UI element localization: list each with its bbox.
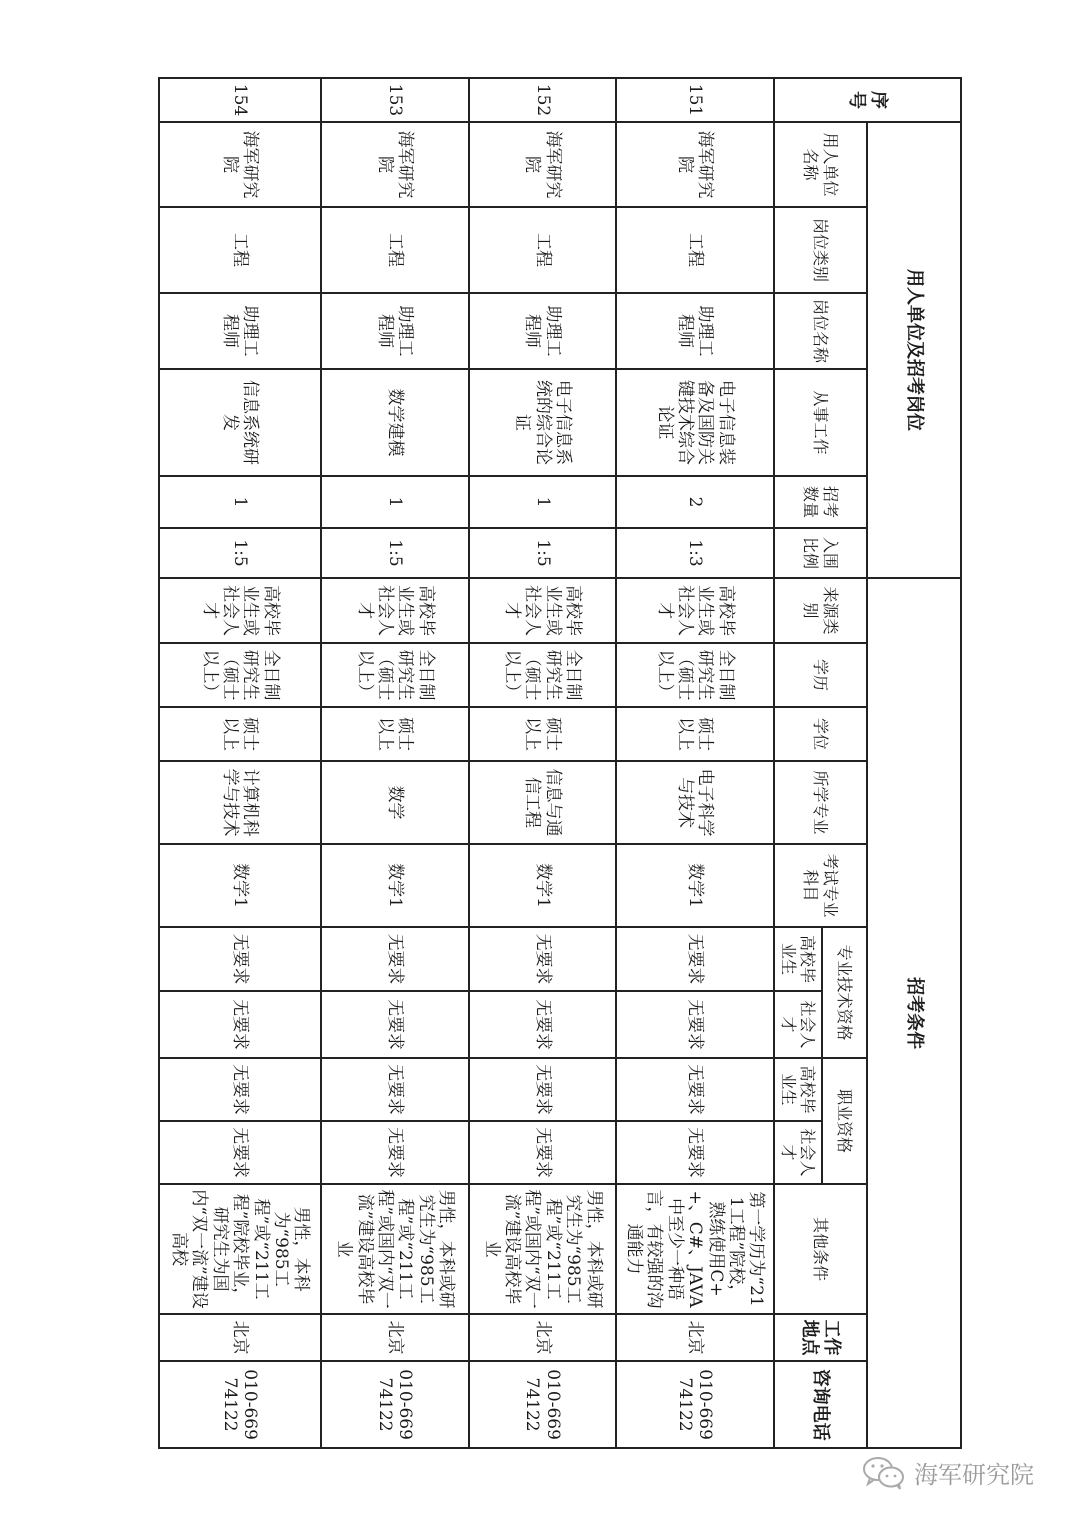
cell-degree: 硕士以上 — [469, 707, 616, 761]
cell-location: 北京 — [616, 1314, 774, 1361]
header-tech-qual: 专业技术资格 — [822, 927, 867, 1058]
recruitment-table-rotated — [160, 77, 962, 1447]
cell-tech-grad: 无要求 — [321, 927, 469, 991]
cell-education: 全日制研究生（硕士以上） — [159, 643, 321, 707]
cell-quota: 1 — [321, 476, 469, 528]
header-post-category: 岗位类别 — [774, 207, 867, 293]
table-row — [321, 78, 469, 1448]
cell-ratio: 1:5 — [469, 528, 616, 578]
cell-tech-social: 无要求 — [469, 991, 616, 1058]
watermark-text: 海军研究院 — [914, 1461, 1034, 1489]
cell-ratio: 1:5 — [159, 528, 321, 578]
cell-tech-grad: 无要求 — [469, 927, 616, 991]
cell-exam-subject: 数学1 — [469, 844, 616, 927]
header-row-sub — [822, 78, 867, 1448]
cell-location: 北京 — [469, 1314, 616, 1361]
cell-voc-grad: 无要求 — [321, 1058, 469, 1121]
recruitment-table — [158, 77, 962, 1449]
cell-degree: 硕士以上 — [321, 707, 469, 761]
header-tech-social: 社会人才 — [774, 991, 822, 1058]
header-education: 学历 — [774, 643, 867, 707]
cell-major: 信息与通信工程 — [469, 761, 616, 844]
header-other: 其他条件 — [774, 1184, 867, 1314]
cell-other: 男性，本科或研究生为“985工程”或“211工程”或国内“双一流”建设高校毕业 — [321, 1184, 469, 1314]
cell-voc-social: 无要求 — [469, 1121, 616, 1184]
cell-seq: 154 — [159, 78, 321, 122]
cell-tech-social: 无要求 — [321, 991, 469, 1058]
cell-major: 数学 — [321, 761, 469, 844]
cell-degree: 硕士以上 — [616, 707, 774, 761]
cell-post-category: 工程 — [469, 207, 616, 293]
cell-tech-grad: 无要求 — [616, 927, 774, 991]
cell-seq: 151 — [616, 78, 774, 122]
header-group-conditions: 招考条件 — [867, 578, 961, 1448]
header-phone: 咨询电话 — [774, 1361, 867, 1448]
cell-voc-grad: 无要求 — [469, 1058, 616, 1121]
cell-phone: 010-66974122 — [616, 1361, 774, 1448]
cell-ratio: 1:3 — [616, 528, 774, 578]
cell-exam-subject: 数学1 — [159, 844, 321, 927]
header-quota: 招考数量 — [774, 476, 867, 528]
header-seq: 序号 — [774, 78, 961, 122]
cell-quota: 2 — [616, 476, 774, 528]
cell-work: 电子信息系统的综合论证 — [469, 369, 616, 476]
cell-phone: 010-66974122 — [321, 1361, 469, 1448]
table-row — [469, 78, 616, 1448]
header-row-group — [867, 78, 961, 1448]
cell-education: 全日制研究生（硕士以上） — [616, 643, 774, 707]
cell-major: 计算机科学与技术 — [159, 761, 321, 844]
cell-source: 高校毕业生或社会人才 — [321, 578, 469, 643]
cell-unit-name: 海军研究院 — [159, 122, 321, 207]
cell-voc-social: 无要求 — [321, 1121, 469, 1184]
cell-source: 高校毕业生或社会人才 — [616, 578, 774, 643]
cell-post-name: 助理工程师 — [616, 293, 774, 369]
header-major: 所学专业 — [774, 761, 867, 844]
cell-voc-social: 无要求 — [159, 1121, 321, 1184]
cell-tech-social: 无要求 — [159, 991, 321, 1058]
cell-phone: 010-66974122 — [469, 1361, 616, 1448]
cell-seq: 153 — [321, 78, 469, 122]
cell-exam-subject: 数学1 — [321, 844, 469, 927]
cell-unit-name: 海军研究院 — [321, 122, 469, 207]
cell-exam-subject: 数学1 — [616, 844, 774, 927]
cell-education: 全日制研究生（硕士以上） — [469, 643, 616, 707]
cell-other: 第一学历为“211工程”院校，熟练使用C++、C#、JAVA中至少一种语言，有较强的沟通能力 — [616, 1184, 774, 1314]
header-voc-qual: 职业资格 — [822, 1058, 867, 1184]
cell-quota: 1 — [159, 476, 321, 528]
cell-voc-grad: 无要求 — [616, 1058, 774, 1121]
cell-ratio: 1:5 — [321, 528, 469, 578]
header-tech-grad: 高校毕业生 — [774, 927, 822, 991]
header-post-name: 岗位名称 — [774, 293, 867, 369]
cell-seq: 152 — [469, 78, 616, 122]
cell-other: 男性，本科或研究生为“985工程”或“211工程”或国内“双一流”建设高校毕业 — [469, 1184, 616, 1314]
cell-source: 高校毕业生或社会人才 — [469, 578, 616, 643]
cell-location: 北京 — [321, 1314, 469, 1361]
cell-post-name: 助理工程师 — [159, 293, 321, 369]
cell-work: 数学建模 — [321, 369, 469, 476]
table-row — [616, 78, 774, 1448]
cell-major: 电子科学与技术 — [616, 761, 774, 844]
cell-post-name: 助理工程师 — [469, 293, 616, 369]
header-voc-grad: 高校毕业生 — [774, 1058, 822, 1121]
header-degree: 学位 — [774, 707, 867, 761]
watermark — [862, 1455, 1034, 1490]
header-group-unit: 用人单位及招考岗位 — [867, 122, 961, 578]
cell-work: 信息系统研发 — [159, 369, 321, 476]
header-work: 从事工作 — [774, 369, 867, 476]
cell-unit-name: 海军研究院 — [469, 122, 616, 207]
cell-unit-name: 海军研究院 — [616, 122, 774, 207]
cell-degree: 硕士以上 — [159, 707, 321, 761]
cell-education: 全日制研究生（硕士以上） — [321, 643, 469, 707]
cell-tech-social: 无要求 — [616, 991, 774, 1058]
header-voc-social: 社会人才 — [774, 1121, 822, 1184]
header-unit-name: 用人单位名称 — [774, 122, 867, 207]
cell-quota: 1 — [469, 476, 616, 528]
cell-voc-grad: 无要求 — [159, 1058, 321, 1121]
cell-post-category: 工程 — [616, 207, 774, 293]
header-exam-subject: 考试专业科目 — [774, 844, 867, 927]
cell-post-category: 工程 — [321, 207, 469, 293]
cell-post-category: 工程 — [159, 207, 321, 293]
cell-source: 高校毕业生或社会人才 — [159, 578, 321, 643]
cell-post-name: 助理工程师 — [321, 293, 469, 369]
header-source: 来源类别 — [774, 578, 867, 643]
cell-phone: 010-66974122 — [159, 1361, 321, 1448]
header-location: 工作地点 — [774, 1314, 867, 1361]
wechat-icon — [862, 1456, 906, 1490]
cell-voc-social: 无要求 — [616, 1121, 774, 1184]
cell-other: 男性，本科为“985工程”或“211工程”院校毕业，研究生为国内“双一流”建设高校 — [159, 1184, 321, 1314]
cell-work: 电子信息装备及国防关键技术综合论证 — [616, 369, 774, 476]
cell-location: 北京 — [159, 1314, 321, 1361]
table-row — [159, 78, 321, 1448]
cell-tech-grad: 无要求 — [159, 927, 321, 991]
header-ratio: 入围比例 — [774, 528, 867, 578]
